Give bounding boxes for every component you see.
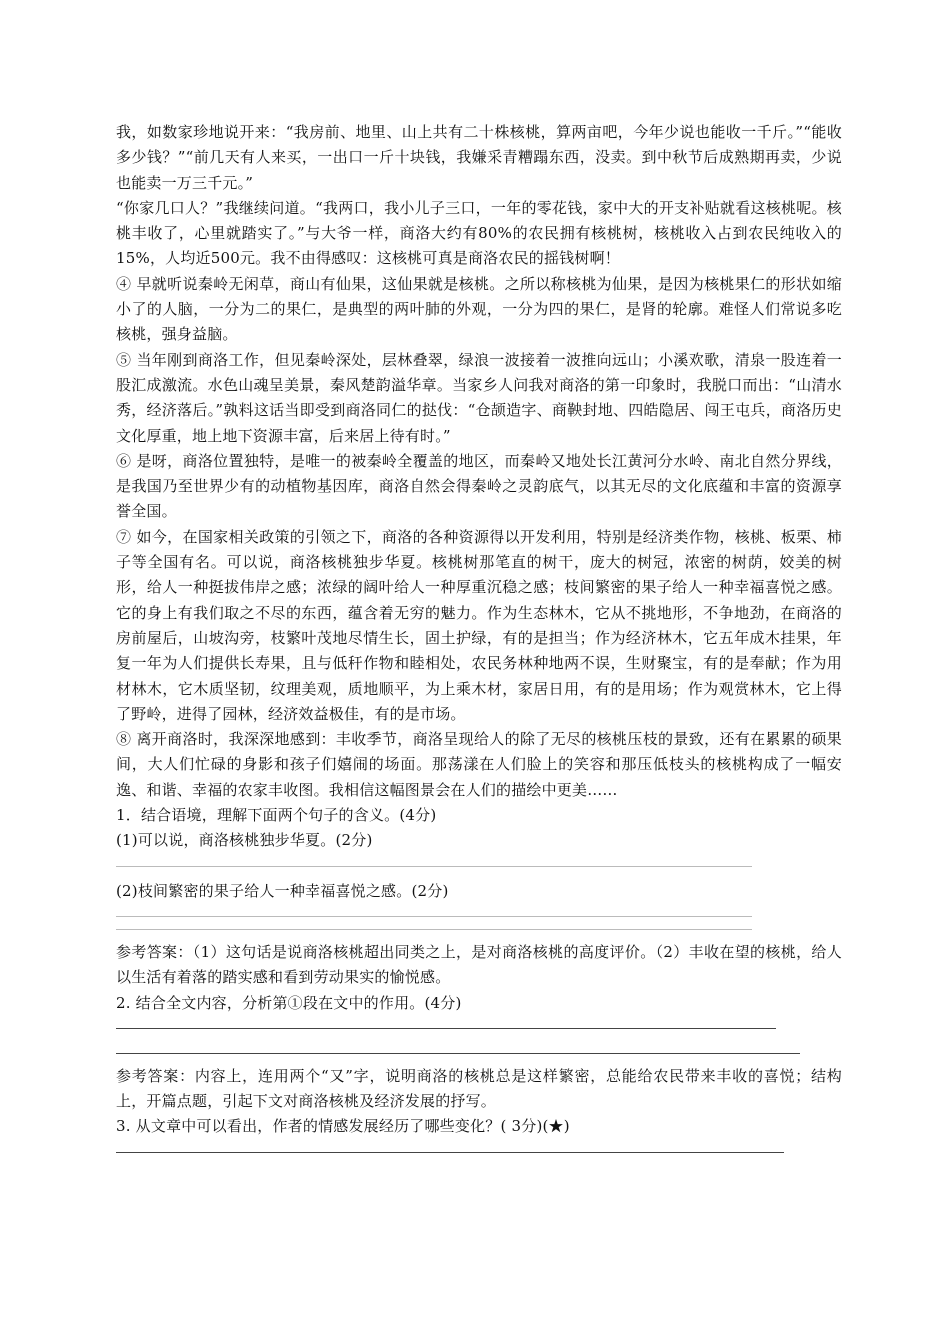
document-content [116,120,842,1153]
paragraph: 我，如数家珍地说开来：“我房前、地里、山上共有二十株核桃，算两亩吧，今年少说也能收一千斤。”“能收多少钱？”“前几天有人来买，一出口一斤十块钱，我嫌采青糟蹋东西，没卖。到中秋节后成熟期再卖，少说也能卖一万三千元。” [116,123,842,192]
paragraph-6: ⑥ 是呀，商洛位置独特，是唯一的被秦岭全覆盖的地区，而秦岭又地处长江黄河分水岭、南北自然分界线，是我国乃至世界少有的动植物基因库，商洛自然会得秦岭之灵韵底气，以其无尽的文化底蕴和丰富的资源享誉全国。 [116,451,842,521]
answer-line[interactable] [116,1041,800,1054]
answer-2: 参考答案：内容上，连用两个“又”字，说明商洛的核桃总是这样繁密，总能给农民带来丰收的喜悦；结构上，开篇点题，引起下文对商洛核桃及经济发展的抒写。 [116,1066,842,1111]
paragraph-4: ④ 早就听说秦岭无闲草，商山有仙果，这仙果就是核桃。之所以称核桃为仙果，是因为核桃果仁的形状如缩小了的人脑，一分为二的果仁，是典型的两叶肺的外观，一分为四的果仁，是肾的轮廓。难怪人们常说多吃核桃，强身益脑。 [116,274,842,344]
paragraph-5: ⑤ 当年刚到商洛工作，但见秦岭深处，层林叠翠，绿浪一波接着一波推向远山；小溪欢歌，清泉一股连着一股汇成激流。水色山魂呈美景，秦风楚韵溢华章。当家乡人问我对商洛的第一印象时，我脱口而出：“山清水秀，经济落后。”孰料这话当即受到商洛同仁的挞伐：“仓颉造字、商鞅封地、四皓隐居、闯王屯兵，商洛历史文化厚重，地上地下资源丰富，后来居上待有时。” [116,350,842,445]
paragraph-7: ⑦ 如今，在国家相关政策的引领之下，商洛的各种资源得以开发利用，特别是经济类作物，核桃、板栗、柿子等全国有名。可以说，商洛核桃独步华夏。核桃树那笔直的树干，庞大的树冠，浓密的树荫，姣美的树形，给人一种挺拔伟岸之感；浓绿的阔叶给人一种厚重沉稳之感；枝间繁密的果子给人一种幸福喜悦之感。它的身上有我们取之不尽的东西，蕴含着无穷的魅力。作为生态林木，它从不挑地形，不争地劲，在商洛的房前屋后，山坡沟旁，枝繁叶茂地尽情生长，固土护绿，有的是担当；作为经济林木，它五年成木挂果，年复一年为人们提供长寿果，且与低秆作物和睦相处，农民务林种地两不误，生财聚宝，有的是奉献；作为用材林木，它木质坚韧，纹理美观，质地顺平，为上乘木材，家居日用，有的是用场；作为观赏林木，它上得了野岭，进得了园林，经济效益极佳，有的是市场。 [116,527,842,723]
question-1-part-2: (2)枝间繁密的果子给人一种幸福喜悦之感。(2分) [116,881,449,900]
question-3: 3. 从文章中可以看出，作者的情感发展经历了哪些变化？( 3分)(★) [116,1117,570,1136]
paragraph-8: ⑧ 离开商洛时，我深深地感到：丰收季节，商洛呈现给人的除了无尽的核桃压枝的景致，还有在累累的硕果间，大人们忙碌的身影和孩子们嬉闹的场面。那荡漾在人们脸上的笑容和那压低枝头的核桃构成了一幅安逸、和谐、幸福的农家丰收图。我相信这幅图景会在人们的描绘中更美…… [116,730,842,799]
question-1-part-1: (1)可以说，商洛核桃独步华夏。(2分) [116,831,373,850]
answer-1: 参考答案：（1）这句话是说商洛核桃超出同类之上，是对商洛核桃的高度评价。（2）丰收在望的核桃，给人以生活有着落的踏实感和看到劳动果实的愉悦感。 [116,942,842,987]
question-2: 2. 结合全文内容，分析第①段在文中的作用。(4分) [116,993,462,1012]
question-1: 1．结合语境，理解下面两个句子的含义。(4分) [116,806,437,825]
answer-line[interactable] [116,854,752,867]
answer-line[interactable] [116,917,752,930]
answer-line[interactable] [116,1140,784,1153]
answer-line[interactable] [116,904,752,917]
answer-line[interactable] [116,1016,776,1029]
paragraph: “你家几口人？”我继续问道。“我两口，我小儿子三口，一年的零花钱，家中大的开支补贴就看这核桃呢。核桃丰收了，心里就踏实了。”与大爷一样，商洛大约有80%的农民拥有核桃树，核桃收入占到农民纯收入的15%，人均近500元。我不由得感叹：这核桃可真是商洛农民的摇钱树啊！ [116,198,842,268]
